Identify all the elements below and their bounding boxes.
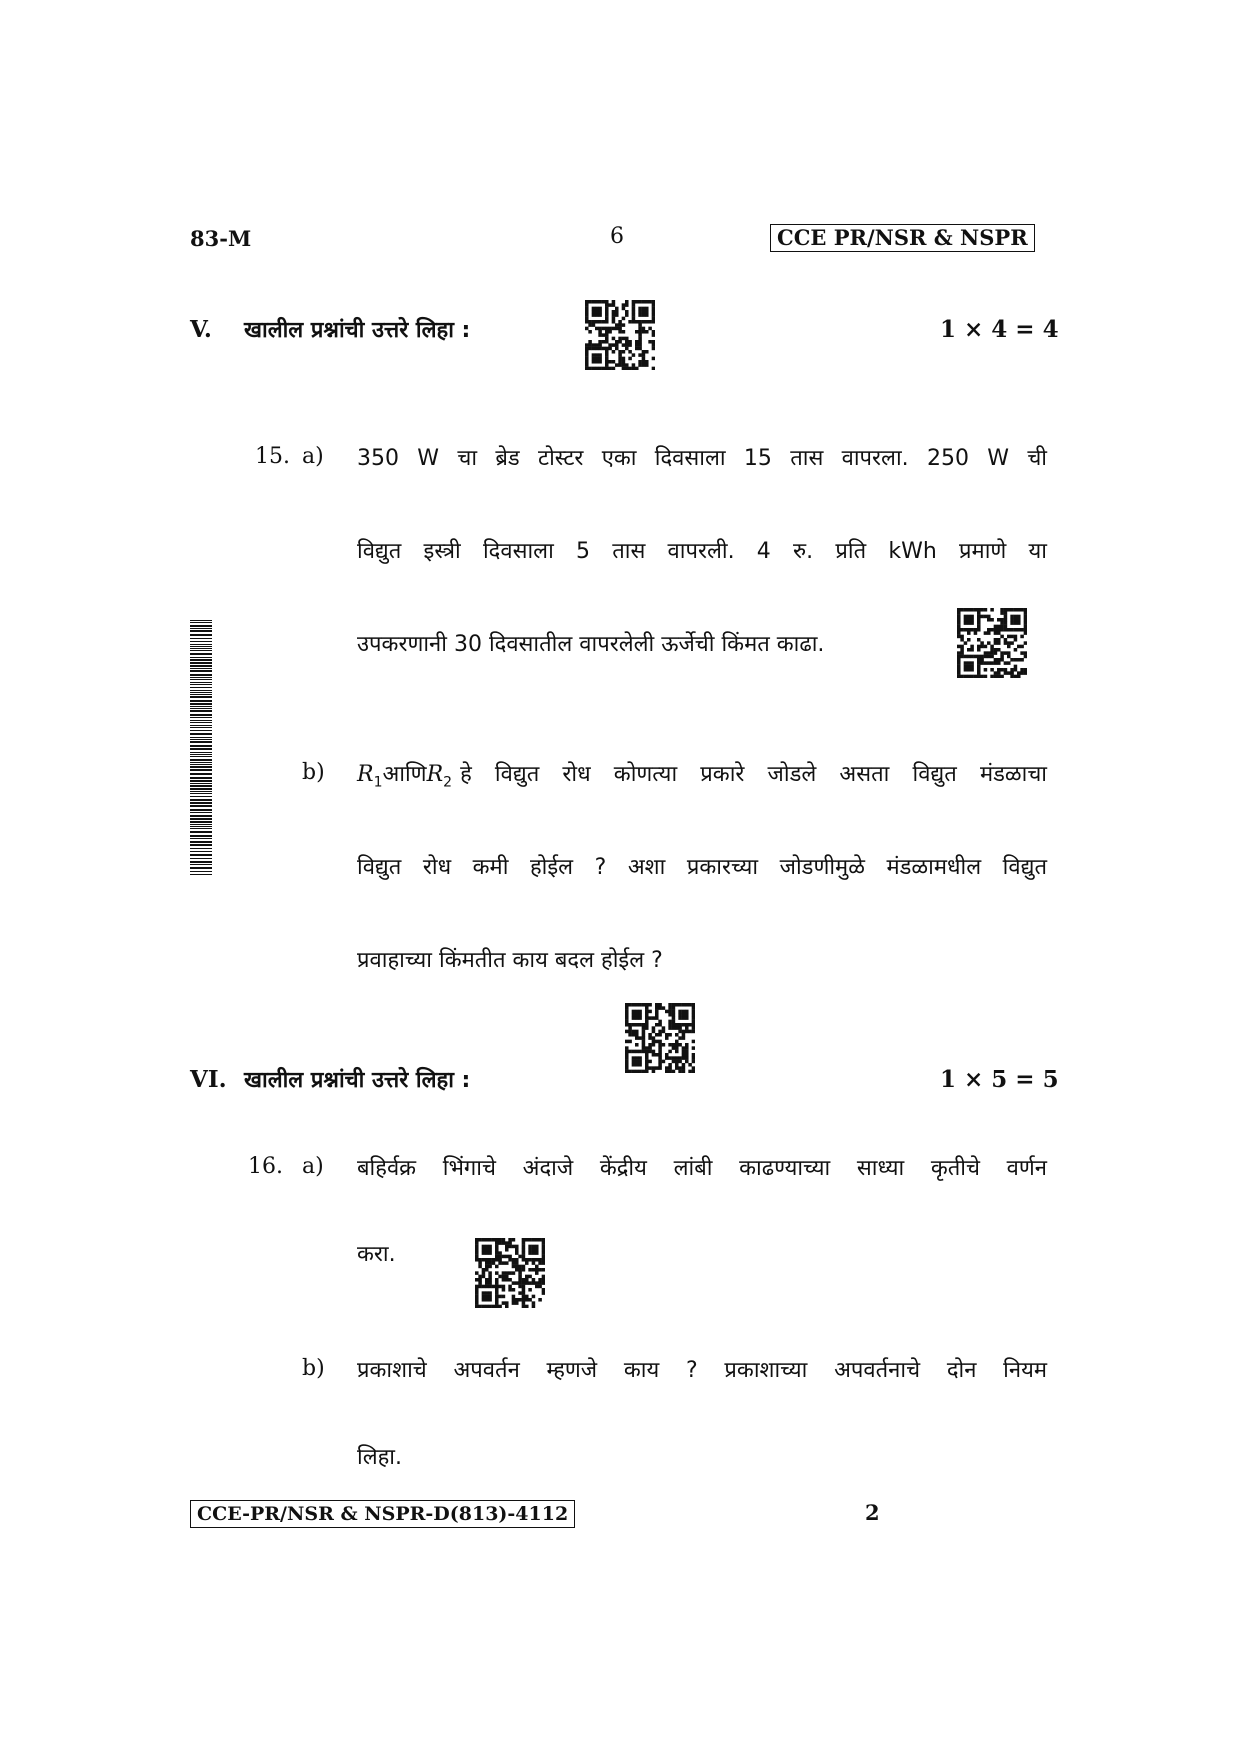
qr-code-icon — [585, 300, 655, 370]
qr-code-icon — [625, 1003, 695, 1073]
resistor-r1: $R_1$ — [357, 762, 383, 791]
q15-b-label: b) — [302, 760, 325, 785]
resistor-r2: $R_2$ — [426, 762, 453, 791]
section-v-marks: 1 × 4 = 4 — [940, 316, 1059, 343]
sheet-number: 2 — [865, 1500, 880, 1525]
footer-code-box: CCE-PR/NSR & NSPR-D(813)-4112 — [190, 1500, 575, 1528]
section-vi-numeral: VI. — [190, 1066, 227, 1093]
section-v-instruction: खालील प्रश्नांची उत्तरे लिहा : — [244, 318, 471, 343]
section-vi-marks: 1 × 5 = 5 — [940, 1066, 1059, 1093]
q15-b-line1 — [357, 760, 1047, 797]
q16-a-line2: करा. — [357, 1242, 396, 1267]
q15-a-label: a) — [302, 444, 324, 469]
section-vi-instruction: खालील प्रश्नांची उत्तरे लिहा : — [244, 1068, 471, 1093]
q16-b-label: b) — [302, 1356, 325, 1381]
section-v-numeral: V. — [190, 316, 212, 343]
paper-id-box: CCE PR/NSR & NSPR — [770, 224, 1035, 252]
q15-b-line1-rest: हे विद्युत रोध कोणत्या प्रकारे जोडले असता विद्युत मंडळाचा — [460, 762, 1047, 787]
q16-b-line1: प्रकाशाचे अपवर्तन म्हणजे काय ? प्रकाशाच्या अपवर्तनाचे दोन नियम — [357, 1358, 1047, 1383]
q16-b-line2: लिहा. — [357, 1445, 402, 1470]
qr-code-icon — [957, 608, 1027, 678]
barcode-icon — [190, 620, 212, 875]
question-number-16: 16. — [248, 1154, 283, 1179]
q15-b-line3: प्रवाहाच्या किंमतीत काय बदल होईल ? — [357, 948, 663, 973]
paper-code: 83-M — [190, 226, 252, 251]
question-number-15: 15. — [255, 444, 290, 469]
q16-a-label: a) — [302, 1154, 324, 1179]
qr-code-icon — [475, 1238, 545, 1308]
q15-a-line3: उपकरणानी 30 दिवसातील वापरलेली ऊर्जेची किंमत काढा. — [357, 632, 825, 657]
and-word: आणि — [382, 762, 427, 787]
q16-a-line1: बहिर्वक्र भिंगाचे अंदाजे केंद्रीय लांबी काढण्याच्या साध्या कृतीचे वर्णन — [357, 1156, 1047, 1181]
q15-a-line2: विद्युत इस्त्री दिवसाला 5 तास वापरली. 4 रु. प्रति kWh प्रमाणे या — [357, 539, 1047, 564]
page-number: 6 — [610, 224, 624, 249]
q15-a-line1: 350 W चा ब्रेड टोस्टर एका दिवसाला 15 तास वापरला. 250 W ची — [357, 446, 1047, 471]
q15-b-line2: विद्युत रोध कमी होईल ? अशा प्रकारच्या जोडणीमुळे मंडळामधील विद्युत — [357, 855, 1047, 880]
